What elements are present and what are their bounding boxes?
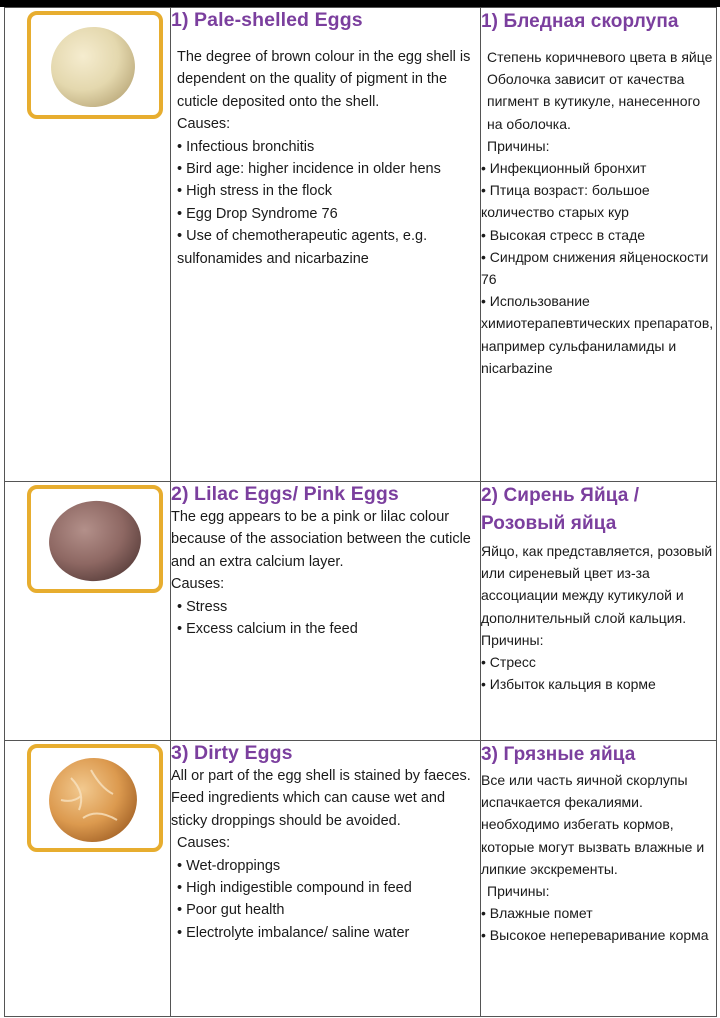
- english-cell: [171, 482, 481, 741]
- cause-item: • Синдром снижения яйценоскости 76: [481, 248, 709, 288]
- section-title: 1) Pale-shelled Eggs: [171, 9, 363, 31]
- cause-item: • High stress in the flock: [177, 183, 332, 200]
- section-title: 2) Сирень Яйца / Розовый яйца: [481, 485, 640, 534]
- english-cell: [171, 8, 481, 482]
- cause-item: • Bird age: higher incidence in older hens: [177, 161, 441, 178]
- description: Все или часть яичной скорлупы испачкается фекалиями. необходимо избегать кормов, которые могут вызвать влажные и липкие экскременты.: [481, 772, 705, 877]
- image-cell: [5, 482, 171, 741]
- cause-item: • Electrolyte imbalance/ saline water: [177, 924, 410, 941]
- top-bar: [0, 0, 720, 7]
- cause-item: • Wet-droppings: [177, 857, 281, 874]
- cause-item: • Infectious bronchitis: [177, 138, 315, 155]
- description: Степень коричневого цвета в яйце Оболочка зависит от качества пигмент в кутикуле, нанесенного на оболочка.: [487, 49, 713, 132]
- cause-item: • Excess calcium in the feed: [177, 621, 358, 638]
- egg-defects-table: [4, 7, 717, 1017]
- russian-cell: [481, 741, 717, 1017]
- dirty-egg-icon: [31, 748, 159, 848]
- egg-image-frame: [27, 744, 163, 852]
- image-cell: [5, 741, 171, 1017]
- cause-item: • Избыток кальция в корме: [481, 676, 656, 693]
- table-row: [5, 741, 717, 1017]
- table-row: [5, 482, 717, 741]
- causes-label: Причины:: [487, 137, 550, 154]
- cause-item: • Egg Drop Syndrome 76: [177, 205, 338, 222]
- table-row: [5, 8, 717, 482]
- causes-label: Причины:: [487, 883, 550, 900]
- causes-label: Causes:: [171, 576, 225, 593]
- description: The degree of brown colour in the egg shell is dependent on the quality of pigment in the cuticle deposited onto the shell.: [177, 49, 471, 110]
- cause-item: • Стресс: [481, 654, 536, 671]
- section-title: 3) Грязные яйца: [481, 744, 636, 765]
- cause-item: • Птица возраст: большое количество старых кур: [481, 182, 650, 221]
- egg-image-frame: [27, 485, 163, 593]
- cause-item: • High indigestible compound in feed: [177, 880, 412, 897]
- cause-item: • Инфекционный бронхит: [481, 160, 647, 177]
- causes-label: Causes:: [177, 116, 231, 133]
- cause-item: • Использование химиотерапевтических препаратов, например сульфаниламиды и nicarbazine: [481, 293, 714, 376]
- section-title: 2) Lilac Eggs/ Pink Eggs: [171, 483, 399, 505]
- causes-label: Причины:: [481, 631, 544, 648]
- cause-item: • Влажные помет: [481, 905, 593, 922]
- pale-egg-icon: [31, 15, 159, 115]
- cause-item: • Use of chemotherapeutic agents, e.g. sulfonamides and nicarbazine: [177, 228, 428, 267]
- description: All or part of the egg shell is stained by faeces. Feed ingredients which can cause wet and sticky droppings should be avoided.: [171, 768, 471, 829]
- cause-item: • Stress: [177, 598, 228, 615]
- section-title: 3) Dirty Eggs: [171, 742, 293, 764]
- russian-cell: [481, 8, 717, 482]
- cause-item: • Высокое непереваривание корма: [481, 927, 709, 944]
- cause-item: • Высокая стресс в стаде: [481, 226, 646, 243]
- lilac-egg-icon: [31, 489, 159, 589]
- image-cell: [5, 8, 171, 482]
- description: The egg appears to be a pink or lilac colour because of the association between the cuticle and an extra calcium layer.: [171, 509, 471, 570]
- cause-item: • Poor gut health: [177, 902, 285, 919]
- description: Яйцо, как представляется, розовый или сиреневый цвет из-за ассоциации между кутикулой и дополнительный слой кальция.: [481, 543, 713, 626]
- causes-label: Causes:: [177, 835, 231, 852]
- egg-image-frame: [27, 11, 163, 119]
- english-cell: [171, 741, 481, 1017]
- russian-cell: [481, 482, 717, 741]
- section-title: 1) Бледная скорлупа: [481, 11, 679, 32]
